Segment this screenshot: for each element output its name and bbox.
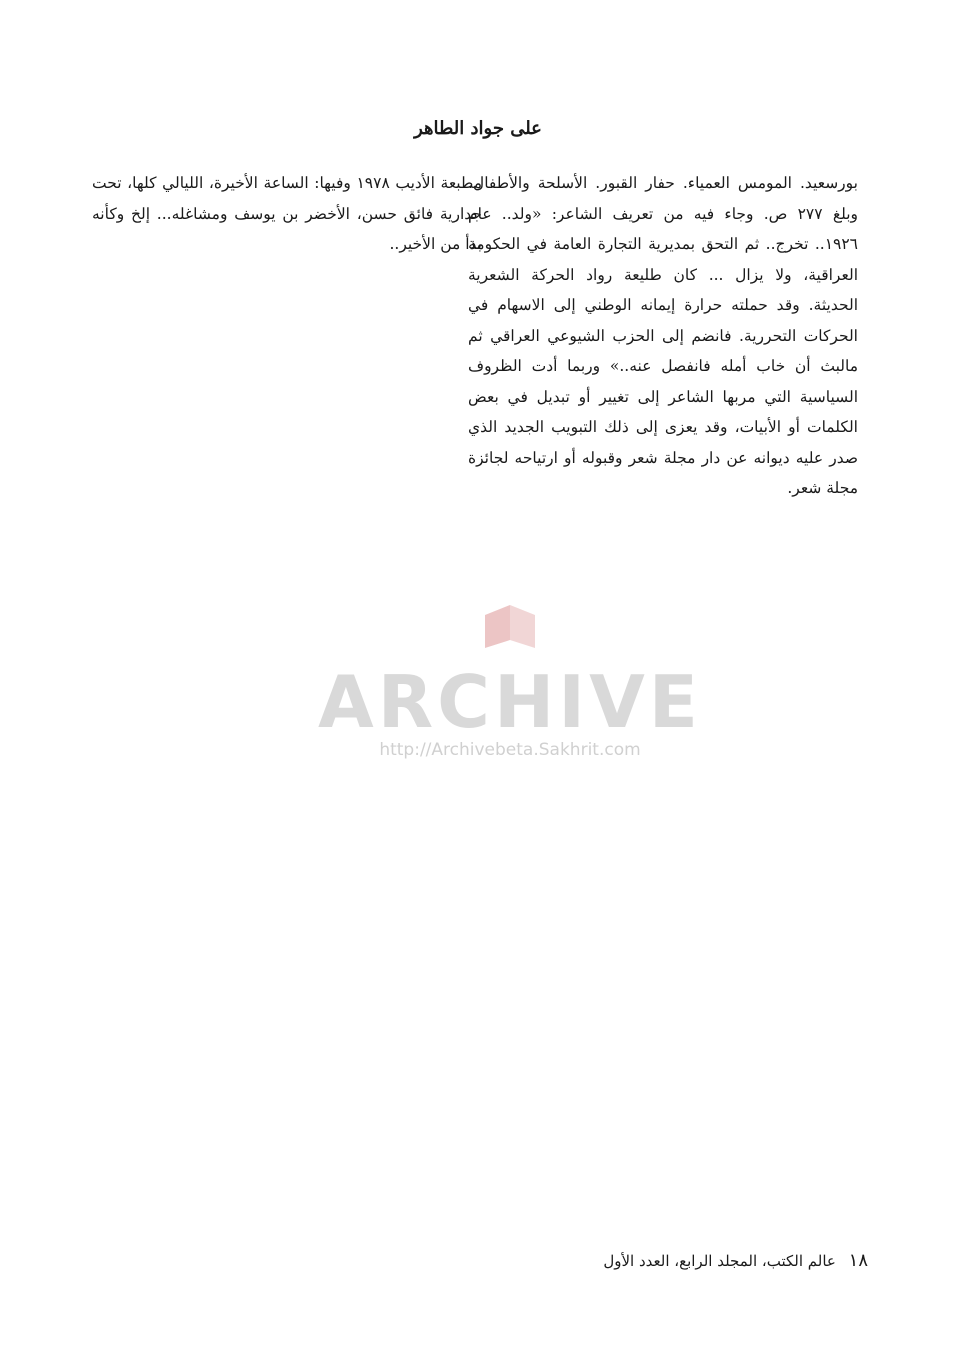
watermark-text: ARCHIVE [318, 660, 702, 744]
paragraph: مطبعة الأديب ١٩٧٨ وفيها: الساعة الأخيرة، الليالي كلها، تحت جدارية فائق حسن، الأخضر بن يوسف ومشاغله... إلخ وكأنه بدأ من الأخير.. [92, 174, 482, 253]
page-number: ١٨ [848, 1250, 868, 1271]
watermark-url: http://Archivebeta.Sakhrit.com [379, 740, 641, 760]
running-head: على جواد الطاهر [414, 118, 542, 139]
column-right [468, 168, 858, 510]
journal-info: عالم الكتب، المجلد الرابع، العدد الأول [603, 1252, 836, 1270]
page-footer [603, 1250, 868, 1271]
paragraph: بورسعيد. المومس العمياء. حفار القبور. الأسلحة والأطفال. وبلغ ٢٧٧ ص. وجاء فيه من تعريف الشاعر: «ولد.. عام ١٩٢٦.. تخرج.. ثم التحق بمديرية التجارة العامة في الحكومة العراقية، ولا يزال ... كان طليعة رواد الحركة الشعرية الحديثة. وقد حملته حرارة إيمانه الوطني إلى الاسهام في الحركات التحررية. فانضم إلى الحزب الشيوعي العراقي ثم مالبث أن خاب أمله فانفصل عنه..» وربما أدت الظروف السياسية التي مربها الشاعر إلى تغيير أو تبديل في بعض الكلمات أو الأبيات، وقد يعزى إلى ذلك التبويب الجديد الذي صدر عليه ديوانه عن دار مجلة شعر وقبوله أو ارتياحه لجائزة مجلة شعر. [468, 174, 858, 497]
archive-watermark [300, 590, 720, 790]
column-left [92, 168, 482, 266]
book-icon [475, 590, 545, 660]
